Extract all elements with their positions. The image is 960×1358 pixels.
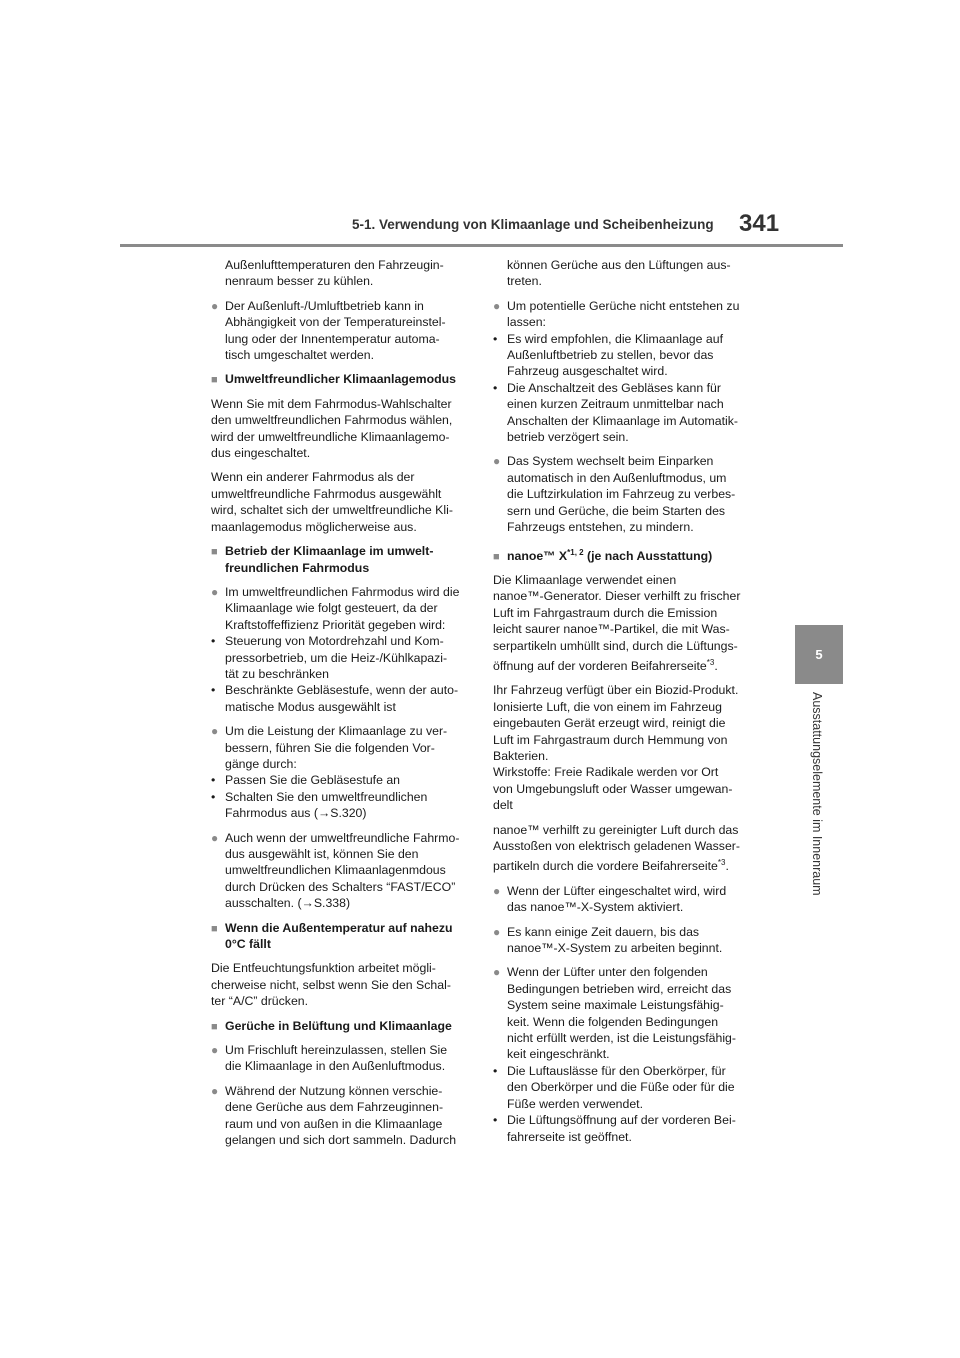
sub-list	[493, 1063, 751, 1145]
bullet-point	[211, 298, 469, 364]
text-line: Das System wechselt beim Einparken	[507, 454, 714, 469]
sub-list-item	[211, 682, 469, 715]
text-line: Außenluftbetrieb zu stellen, bevor das	[507, 348, 714, 363]
text-line: dus ausgewählt ist, können Sie den	[225, 847, 419, 861]
text-line: Anschalten der Klimaanlage im Automatik-	[507, 413, 739, 428]
chapter-number: 5	[815, 647, 823, 662]
text-line: Um Frischluft hereinzulassen, stellen Sie	[225, 1043, 448, 1058]
sub-list-item	[493, 1063, 751, 1112]
right-column	[493, 257, 751, 1153]
text-line: Wenn der Lüfter unter den folgenden	[507, 965, 708, 980]
text-line: • Die Lüftungsöffnung auf der vorderen Bei-	[507, 1113, 736, 1128]
text-line: treten.	[507, 274, 542, 289]
text-line: • Passen Sie die Gebläsestufe an	[225, 773, 401, 788]
text-line: Betrieb der Klimaanlage im umwelt-	[225, 544, 434, 559]
text-line: ter “A/C” drücken.	[211, 994, 309, 1009]
text-line: 0°C fällt	[225, 937, 271, 952]
bullet-circle-icon	[493, 298, 500, 314]
text-line: fahrerseite ist geöffnet.	[507, 1129, 632, 1144]
text-line: bessern, führen Sie die folgenden Vor-	[225, 740, 435, 755]
text-line: wird der umweltfreundliche Klimaanlagemo-	[211, 429, 450, 444]
section-heading	[211, 1018, 469, 1034]
text-line: matische Modus ausgewählt ist	[225, 699, 396, 714]
text-line: einen kurzen Zeitraum unmittelbar nach	[507, 397, 724, 412]
text-line: umweltfreundliche Fahrmodus ausgewählt	[211, 486, 442, 501]
text-line: nenraum besser zu kühlen.	[225, 274, 374, 289]
sub-list	[211, 633, 469, 715]
bullet-point	[211, 1042, 469, 1075]
bullet-point	[211, 1083, 469, 1149]
text-line: pressorbetrieb, um die Heiz-/Kühlkapazi-	[225, 650, 448, 665]
text-line: tisch umgeschaltet werden.	[225, 348, 375, 363]
sub-list-item	[211, 633, 469, 682]
text-line: eingebauten Gerät erzeugt wird, reinigt die	[493, 716, 726, 731]
text-line: cherweise nicht, selbst wenn Sie den Schal-	[211, 977, 451, 992]
text-line: Auch wenn der umweltfreundliche Fahrmo-	[225, 830, 460, 845]
text-line: keit eingeschränkt.	[507, 1047, 610, 1062]
text-line: den Oberkörper und die Füße oder für die	[507, 1080, 735, 1095]
text-line: leicht saurer nanoe™-Partikel, die mit Was-	[493, 622, 730, 637]
text-line: Gerüche in Belüftung und Klimaanlage	[225, 1018, 452, 1033]
heading-square-icon	[211, 371, 218, 388]
text-line: Wenn die Außentemperatur auf nahezu	[225, 920, 453, 935]
text-line: • Es wird empfohlen, die Klimaanlage auf	[507, 331, 724, 346]
text-line: freundlichen Fahrmodus	[225, 560, 370, 575]
text-line: gelangen und sich dort sammeln. Dadurch	[225, 1133, 457, 1148]
text-line: Bedingungen betrieben wird, erreicht das	[507, 981, 732, 996]
text-line: den umweltfreundlichen Fahrmodus wählen,	[211, 413, 453, 428]
text-line: Der Außenluft-/Umluftbetrieb kann in	[225, 298, 424, 313]
text-line: Fahrzeugs entstehen, zu mindern.	[507, 520, 694, 535]
text-line: serpartikeln umhüllt sind, durch die Lüftungs-	[493, 638, 738, 653]
text-line	[507, 548, 751, 564]
text-line: Luft im Fahrgastraum durch die Emission	[493, 605, 718, 620]
bullet-point	[493, 453, 751, 535]
text-line: maanlagemodus möglicherweise aus.	[211, 519, 417, 534]
text-line: dene Gerüche aus dem Fahrzeuginnen-	[225, 1100, 444, 1115]
text-line: • Die Anschaltzeit des Gebläses kann für	[507, 380, 721, 395]
text-line: delt	[493, 798, 513, 813]
sub-list-item	[211, 772, 469, 788]
text-line: • Schalten Sie den umweltfreundlichen	[225, 789, 428, 804]
text-line: Im umweltfreundlichen Fahrmodus wird die	[225, 584, 460, 599]
sub-list-item	[493, 331, 751, 380]
text-line: das nanoe™-X-System aktiviert.	[507, 900, 684, 915]
sub-list	[211, 772, 469, 821]
sub-list-item	[493, 380, 751, 446]
chapter-label: Ausstattungselemente im Innenraum	[810, 692, 824, 896]
text-line: Wenn ein anderer Fahrmodus als der	[211, 470, 415, 485]
text-line: Umweltfreundlicher Klimaanlagemodus	[225, 372, 456, 387]
text-line: gänge durch:	[225, 756, 297, 771]
bullet-point	[211, 723, 469, 772]
paragraph	[493, 682, 751, 813]
paragraph	[211, 396, 469, 462]
text-line: nicht erfüllt werden, ist die Leistungsfähig-	[507, 1031, 736, 1046]
section-heading	[211, 920, 469, 953]
text-line: durch Drücken des Schalters “FAST/ECO”	[225, 879, 456, 894]
bullet-circle-icon	[211, 1083, 218, 1099]
text-line: Wenn Sie mit dem Fahrmodus-Wahlschalter	[211, 396, 452, 411]
bullet-circle-icon	[211, 1042, 218, 1058]
text-line: lung oder der Innentemperatur automa-	[225, 331, 440, 346]
text-line: Es kann einige Zeit dauern, bis das	[507, 924, 700, 939]
text-line	[493, 858, 751, 874]
heading-text: nanoe™ X	[507, 548, 568, 563]
paragraph	[493, 822, 751, 875]
text-line: Füße werden verwendet.	[507, 1096, 644, 1111]
text-line: Ihr Fahrzeug verfügt über ein Biozid-Produkt.	[493, 683, 739, 698]
chapter-tab	[795, 625, 843, 684]
text-fragment: .	[725, 859, 729, 874]
paragraph	[211, 469, 469, 535]
text-line: betrieb verzögert sein.	[507, 430, 629, 445]
sub-list-item	[211, 789, 469, 822]
text-line: Die Klimaanlage verwendet einen	[493, 572, 677, 587]
bullet-circle-icon	[211, 584, 218, 600]
bullet-circle-icon	[211, 723, 218, 739]
text-line: Abhängigkeit von der Temperatureinstel-	[225, 315, 446, 330]
page-reference-link[interactable]: Fahrmodus aus (→S.320)	[225, 806, 367, 821]
bullet-circle-icon	[211, 830, 218, 846]
text-line: Die Entfeuchtungsfunktion arbeitet mögli-	[211, 961, 436, 976]
text-fragment: partikeln durch die vordere Beifahrerseite	[493, 859, 718, 874]
text-line: lassen:	[507, 315, 546, 330]
text-line: Außenlufttemperaturen den Fahrzeugin-	[225, 258, 444, 272]
bullet-point	[493, 924, 751, 957]
text-line: • Steuerung von Motordrehzahl und Kom-	[225, 634, 444, 649]
bullet-circle-icon	[493, 883, 500, 899]
text-fragment: .	[714, 658, 718, 673]
text-line: umweltfreundlichen Klimaanlagenmdous	[225, 863, 446, 878]
paragraph	[211, 257, 469, 290]
left-column	[211, 257, 469, 1157]
text-line: dus eingeschaltet.	[211, 446, 311, 461]
sub-list	[493, 331, 751, 446]
bullet-point	[211, 584, 469, 633]
heading-square-icon	[211, 1018, 218, 1035]
section-heading	[211, 543, 469, 576]
bullet-point	[493, 298, 751, 331]
page-number: 341	[739, 210, 780, 237]
text-line: Wirkstoffe: Freie Radikale werden vor Ort	[493, 765, 719, 780]
text-line: können Gerüche aus den Lüftungen aus-	[507, 258, 731, 272]
text-line: tät zu beschränken	[225, 666, 329, 681]
text-line: von Umgebungsluft oder Wasser umgewan-	[493, 781, 733, 796]
text-line: Ionisierte Luft, die von einem im Fahrzeug	[493, 699, 722, 714]
footnote-marker: *1, 2	[567, 547, 584, 557]
footnote-marker: *3	[706, 657, 715, 667]
heading-square-icon	[211, 543, 218, 560]
text-line: Um potentielle Gerüche nicht entstehen zu	[507, 298, 740, 313]
paragraph	[493, 257, 751, 290]
text-line: Kraftstoffeffizienz Priorität gegeben wird:	[225, 617, 446, 632]
text-line: Ausstoßen von elektrisch geladenen Wasser-	[493, 839, 740, 853]
text-line	[493, 658, 751, 674]
bullet-point	[211, 830, 469, 912]
bullet-point	[493, 883, 751, 916]
paragraph	[211, 960, 469, 1009]
page-reference-link[interactable]: ausschalten. (→S.338)	[225, 896, 351, 911]
heading-square-icon	[493, 548, 500, 565]
text-line: die Klimaanlage in den Außenluftmodus.	[225, 1059, 446, 1074]
text-line: • Beschränkte Gebläsestufe, wenn der auto-	[225, 683, 459, 698]
text-line: • Die Luftauslässe für den Oberkörper, für	[507, 1063, 726, 1078]
heading-text: (je nach Ausstattung)	[583, 548, 713, 563]
text-line: Klimaanlage wie folgt gesteuert, da der	[225, 601, 438, 616]
text-line: Um die Leistung der Klimaanlage zu ver-	[225, 724, 448, 739]
text-fragment: öffnung auf der vorderen Beifahrerseite	[493, 658, 707, 673]
section-heading	[493, 548, 751, 564]
bullet-circle-icon	[493, 924, 500, 940]
text-line: automatisch in den Außenluftmodus, um	[507, 470, 727, 485]
text-line: keit. Wenn die folgenden Bedingungen	[507, 1014, 719, 1029]
footnote-marker: *3	[717, 858, 726, 868]
header-divider	[120, 244, 843, 247]
text-line: wird, schaltet sich der umweltfreundliche Kli-	[211, 503, 453, 518]
section-heading	[211, 371, 469, 387]
text-line: Fahrzeug ausgeschaltet wird.	[507, 364, 668, 379]
bullet-circle-icon	[493, 964, 500, 980]
text-line: nanoe™-Generator. Dieser verhilft zu frischer	[493, 589, 741, 604]
sub-list-item	[493, 1112, 751, 1145]
text-line: Bakterien.	[493, 748, 549, 763]
section-header-title: 5-1. Verwendung von Klimaanlage und Scheibenheizung	[352, 217, 714, 232]
paragraph	[493, 572, 751, 674]
text-line: System seine maximale Leistungsfähig-	[507, 998, 724, 1013]
text-line: nanoe™-X-System zu arbeiten beginnt.	[507, 941, 723, 956]
heading-square-icon	[211, 920, 218, 937]
text-line: die Luftzirkulation im Fahrzeug zu verbes-	[507, 487, 736, 502]
text-line: Während der Nutzung können verschie-	[225, 1083, 443, 1098]
text-line: Luft im Fahrgastraum durch Hemmung von	[493, 732, 728, 747]
bullet-circle-icon	[211, 298, 218, 314]
bullet-point	[493, 964, 751, 1062]
bullet-circle-icon	[493, 453, 500, 469]
text-line: sern und Gerüche, die beim Starten des	[507, 503, 726, 518]
text-line: raum und von außen in die Klimaanlage	[225, 1116, 443, 1131]
text-line: Wenn der Lüfter eingeschaltet wird, wird	[507, 883, 727, 898]
text-line: nanoe™ verhilft zu gereinigter Luft durch das	[493, 822, 739, 837]
